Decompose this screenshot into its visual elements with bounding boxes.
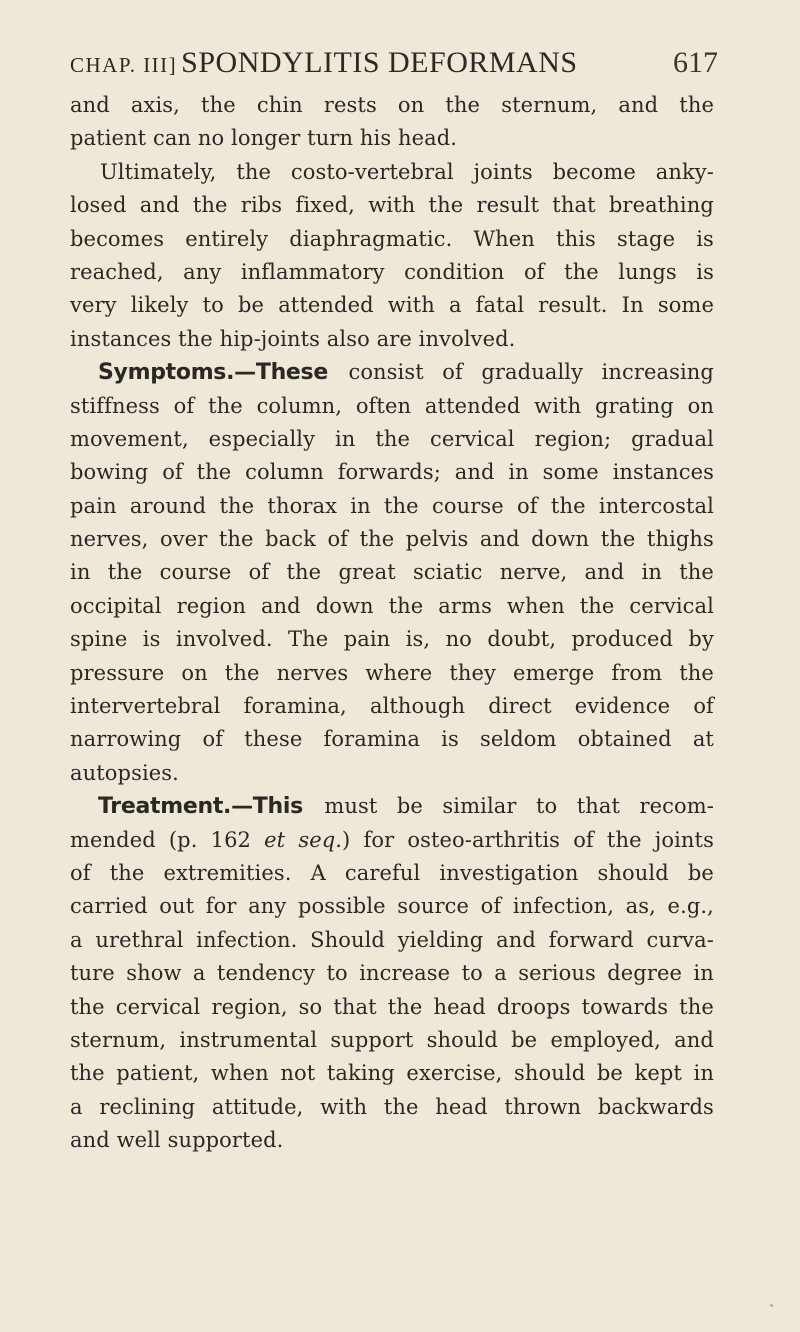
word: the bbox=[201, 93, 236, 117]
text-line bbox=[70, 1024, 714, 1057]
word: curva- bbox=[646, 927, 714, 952]
word: the bbox=[679, 994, 714, 1019]
line-text: autopsies. bbox=[70, 760, 179, 785]
word: gradually bbox=[481, 360, 584, 385]
word: any bbox=[183, 259, 222, 284]
word: is bbox=[142, 627, 161, 652]
word: infection. bbox=[196, 927, 298, 952]
word: attended bbox=[278, 293, 374, 318]
word: the bbox=[679, 93, 714, 117]
text-line bbox=[70, 1057, 714, 1090]
section-heading: Symptoms.—These bbox=[98, 360, 328, 386]
word: employed, bbox=[550, 1027, 661, 1052]
word: arms bbox=[438, 593, 492, 618]
word: breathing bbox=[608, 193, 714, 218]
word: no bbox=[445, 627, 472, 652]
word: in bbox=[693, 961, 714, 986]
word: attended bbox=[424, 393, 521, 418]
word: towards bbox=[581, 994, 669, 1019]
word: especially bbox=[208, 426, 316, 451]
word: urethral bbox=[95, 927, 184, 952]
word: inflammatory bbox=[240, 259, 385, 284]
word: the bbox=[564, 259, 599, 284]
word: course bbox=[159, 560, 232, 585]
word: the bbox=[219, 493, 255, 518]
word: the bbox=[387, 994, 423, 1019]
word: pain bbox=[343, 627, 391, 652]
text-line bbox=[70, 356, 714, 389]
word: the bbox=[208, 393, 243, 418]
word: be bbox=[396, 794, 423, 819]
word: the bbox=[236, 159, 272, 184]
word: gradual bbox=[631, 426, 714, 451]
word: not bbox=[280, 1061, 316, 1086]
word: nerves, bbox=[70, 527, 149, 552]
word: stiffness bbox=[70, 393, 160, 418]
word: and bbox=[584, 560, 625, 585]
word: extremities. bbox=[163, 860, 292, 885]
word: sternum, bbox=[501, 93, 598, 117]
text-line bbox=[70, 189, 714, 222]
text-line bbox=[70, 991, 714, 1024]
word: to bbox=[535, 794, 558, 819]
running-head bbox=[70, 46, 718, 86]
word: cervical bbox=[629, 593, 714, 618]
word: possible bbox=[297, 894, 386, 919]
word: that bbox=[576, 794, 621, 819]
word: a bbox=[192, 961, 206, 986]
word: pain bbox=[70, 493, 117, 518]
word: column bbox=[245, 460, 324, 485]
word: become bbox=[552, 159, 636, 184]
word: direct bbox=[488, 694, 552, 719]
word: produced bbox=[571, 627, 674, 652]
word: is bbox=[441, 727, 459, 752]
word: by bbox=[688, 627, 714, 652]
word: the bbox=[600, 527, 636, 552]
word: investigation bbox=[439, 860, 579, 885]
word: reclining bbox=[99, 1094, 196, 1119]
word: be bbox=[687, 860, 714, 885]
word: Ultimately, bbox=[100, 159, 217, 184]
word: bowing bbox=[70, 460, 149, 485]
word: and bbox=[139, 193, 180, 218]
word: to bbox=[461, 961, 483, 986]
word: for bbox=[205, 894, 237, 919]
line-text: patient can no longer turn his head. bbox=[70, 126, 458, 151]
word: in bbox=[693, 1061, 714, 1086]
word: with bbox=[387, 293, 435, 318]
word: at bbox=[692, 727, 714, 752]
word: forwards; bbox=[337, 460, 441, 485]
word: of bbox=[442, 360, 463, 385]
word: great bbox=[338, 560, 396, 585]
word: region bbox=[176, 593, 246, 618]
word: of bbox=[173, 393, 195, 418]
text-line bbox=[70, 623, 714, 656]
word: seq.) bbox=[298, 827, 351, 852]
word: must bbox=[324, 794, 378, 819]
word: chin bbox=[256, 93, 303, 117]
word: consist bbox=[348, 360, 424, 385]
text-line bbox=[70, 690, 714, 723]
word: stage bbox=[617, 226, 676, 251]
word: show bbox=[126, 961, 182, 986]
word: grating bbox=[595, 393, 674, 418]
word: cervical bbox=[115, 994, 201, 1019]
word: fixed, bbox=[295, 193, 355, 218]
word: intervertebral bbox=[70, 694, 221, 719]
text-line bbox=[70, 523, 714, 556]
word: should bbox=[597, 860, 669, 885]
word: yielding bbox=[397, 927, 484, 952]
word: nerve, bbox=[499, 560, 568, 585]
word: with bbox=[368, 193, 416, 218]
word: the bbox=[679, 560, 714, 585]
word: lungs bbox=[618, 259, 677, 284]
word: be bbox=[596, 1061, 623, 1086]
word: over bbox=[159, 527, 208, 552]
text-line bbox=[70, 289, 714, 322]
word: attitude, bbox=[211, 1094, 304, 1119]
word: foramina bbox=[323, 727, 420, 752]
word: should bbox=[426, 1027, 498, 1052]
word: carried bbox=[70, 894, 148, 919]
word: so bbox=[298, 994, 323, 1019]
word: back bbox=[265, 527, 316, 552]
word: the bbox=[196, 460, 232, 485]
word: serious bbox=[518, 961, 596, 986]
word: to bbox=[326, 961, 348, 986]
word: droops bbox=[496, 994, 571, 1019]
word: be bbox=[511, 1027, 538, 1052]
word: instances bbox=[612, 460, 714, 485]
running-head-left bbox=[70, 46, 578, 80]
word: Should bbox=[310, 927, 385, 952]
word: the bbox=[375, 426, 411, 451]
word: diaphragmatic. bbox=[289, 226, 453, 251]
word: in bbox=[70, 560, 91, 585]
text-line bbox=[70, 824, 714, 857]
word: result. bbox=[538, 293, 608, 318]
word: evidence bbox=[574, 694, 671, 719]
word: on bbox=[397, 93, 425, 117]
text-line bbox=[70, 1124, 714, 1157]
word: 162 bbox=[210, 827, 252, 852]
word: region, bbox=[211, 994, 288, 1019]
word: down bbox=[531, 527, 590, 552]
word: axis, bbox=[130, 93, 180, 117]
word: support bbox=[330, 1027, 414, 1052]
word: is bbox=[696, 226, 714, 251]
word: where bbox=[365, 660, 433, 685]
word: nerves bbox=[276, 660, 349, 685]
word: infection, bbox=[512, 894, 615, 919]
word: and bbox=[674, 1027, 714, 1052]
word: the bbox=[224, 660, 260, 685]
word: forward bbox=[548, 927, 634, 952]
text-line bbox=[70, 122, 714, 155]
word: the bbox=[679, 660, 714, 685]
text-line bbox=[70, 156, 714, 189]
word: around bbox=[129, 493, 207, 518]
word: doubt, bbox=[487, 627, 557, 652]
word: the bbox=[107, 560, 143, 585]
word: of bbox=[693, 694, 714, 719]
word: ture bbox=[70, 961, 115, 986]
word: condition bbox=[404, 259, 505, 284]
word: reached, bbox=[70, 259, 164, 284]
section-heading: Treatment.—This bbox=[98, 794, 303, 820]
word: intercostal bbox=[598, 493, 714, 518]
text-line bbox=[70, 1091, 714, 1124]
word: of bbox=[327, 527, 349, 552]
word: some bbox=[657, 293, 714, 318]
word: the bbox=[606, 827, 642, 852]
word: in bbox=[641, 560, 662, 585]
text-line bbox=[70, 723, 714, 756]
word: movement, bbox=[70, 426, 189, 451]
word: of bbox=[162, 460, 183, 485]
word: some bbox=[542, 460, 599, 485]
word: the bbox=[218, 527, 254, 552]
text-line bbox=[70, 89, 714, 122]
word: the bbox=[286, 560, 322, 585]
word: mended bbox=[70, 827, 156, 852]
word: often bbox=[355, 393, 412, 418]
word: the bbox=[579, 593, 615, 618]
word: becomes bbox=[70, 226, 165, 251]
word: recom- bbox=[639, 794, 714, 819]
text-line bbox=[70, 857, 714, 890]
word: in bbox=[508, 460, 529, 485]
word: kept bbox=[634, 1061, 682, 1086]
word: of bbox=[248, 560, 270, 585]
word: foramina, bbox=[243, 694, 347, 719]
word: any bbox=[248, 894, 287, 919]
word: a bbox=[70, 1094, 83, 1119]
word: the bbox=[192, 193, 228, 218]
text-line bbox=[70, 890, 714, 923]
word: backwards bbox=[597, 1094, 714, 1119]
word: occipital bbox=[70, 593, 162, 618]
text-line bbox=[70, 256, 714, 289]
text-line bbox=[70, 790, 714, 823]
word: the bbox=[550, 493, 586, 518]
word: narrowing bbox=[70, 727, 182, 752]
word: increasing bbox=[601, 360, 714, 385]
word: similar bbox=[442, 794, 517, 819]
word: et bbox=[264, 827, 286, 852]
word: a bbox=[448, 293, 462, 318]
word: this bbox=[556, 226, 596, 251]
word: emerge bbox=[513, 660, 595, 685]
word: is, bbox=[405, 627, 431, 652]
word: of bbox=[480, 894, 502, 919]
page-number: 617 bbox=[673, 46, 718, 79]
word: of bbox=[573, 827, 594, 852]
word: when bbox=[506, 593, 565, 618]
chapter-title: SPONDYLITIS DEFORMANS bbox=[181, 46, 578, 79]
word: costo-vertebral bbox=[290, 159, 454, 184]
word: with bbox=[320, 1094, 368, 1119]
text-line bbox=[70, 957, 714, 990]
word: from bbox=[611, 660, 663, 685]
text-line bbox=[70, 556, 714, 589]
word: exercise, bbox=[406, 1061, 503, 1086]
word: and bbox=[260, 593, 301, 618]
text-line bbox=[70, 590, 714, 623]
word: increase bbox=[359, 961, 451, 986]
word: (p. bbox=[168, 827, 198, 852]
text-line bbox=[70, 423, 714, 456]
text-line bbox=[70, 924, 714, 957]
word: when bbox=[210, 1061, 269, 1086]
word: a bbox=[70, 927, 83, 952]
word: instrumental bbox=[179, 1027, 318, 1052]
word: the bbox=[384, 493, 419, 518]
word: of bbox=[70, 860, 91, 885]
word: taking bbox=[326, 1061, 395, 1086]
word: tendency bbox=[216, 961, 316, 986]
word: and bbox=[618, 93, 659, 117]
word: patient, bbox=[116, 1061, 200, 1086]
text-line bbox=[70, 490, 714, 523]
word: sternum, bbox=[70, 1027, 167, 1052]
text-line bbox=[70, 757, 714, 790]
line-text: and well supported. bbox=[70, 1128, 284, 1153]
word: the bbox=[359, 527, 395, 552]
word: obtained bbox=[577, 727, 672, 752]
word: they bbox=[449, 660, 496, 685]
word: on bbox=[181, 660, 208, 685]
word: e.g., bbox=[667, 894, 714, 919]
word: is bbox=[696, 259, 714, 284]
word: joints bbox=[473, 159, 533, 184]
word: degree bbox=[607, 961, 683, 986]
text-line bbox=[70, 390, 714, 423]
word: seldom bbox=[480, 727, 557, 752]
word: should bbox=[514, 1061, 586, 1086]
word: these bbox=[244, 727, 303, 752]
word: anky- bbox=[655, 159, 714, 184]
word: pressure bbox=[70, 660, 165, 685]
word: of bbox=[517, 493, 538, 518]
word: of bbox=[523, 259, 545, 284]
word: region; bbox=[534, 426, 612, 451]
word: on bbox=[687, 393, 714, 418]
word: the bbox=[383, 1094, 419, 1119]
word: with bbox=[534, 393, 582, 418]
word: to bbox=[202, 293, 224, 318]
word: down bbox=[315, 593, 374, 618]
word: course bbox=[431, 493, 504, 518]
word: the bbox=[445, 93, 481, 117]
line-text: instances the hip-joints also are involved. bbox=[70, 326, 516, 351]
word: rests bbox=[323, 93, 377, 117]
word: the bbox=[109, 860, 145, 885]
word: the bbox=[428, 193, 464, 218]
word: although bbox=[369, 694, 466, 719]
word: thighs bbox=[646, 527, 714, 552]
word: for bbox=[363, 827, 395, 852]
word: in bbox=[334, 426, 356, 451]
page-speck bbox=[770, 1304, 773, 1307]
word: the bbox=[388, 593, 424, 618]
text-line bbox=[70, 223, 714, 256]
word: the bbox=[70, 994, 105, 1019]
word: and bbox=[70, 93, 110, 117]
word: a bbox=[494, 961, 507, 986]
word: that bbox=[333, 994, 377, 1019]
text-line bbox=[70, 657, 714, 690]
word: In bbox=[621, 293, 644, 318]
word: losed bbox=[70, 193, 127, 218]
word: and bbox=[479, 527, 520, 552]
word: involved. bbox=[175, 627, 273, 652]
word: that bbox=[552, 193, 596, 218]
word: pelvis bbox=[405, 527, 469, 552]
chapter-label: CHAP. III] bbox=[70, 53, 178, 77]
word: joints bbox=[654, 827, 714, 852]
word: source bbox=[397, 894, 470, 919]
text-line bbox=[70, 323, 714, 356]
word: careful bbox=[344, 860, 421, 885]
word: as, bbox=[625, 894, 656, 919]
word: A bbox=[310, 860, 326, 885]
text-line bbox=[70, 456, 714, 489]
word: out bbox=[159, 894, 195, 919]
word: sciatic bbox=[413, 560, 483, 585]
word: thrown bbox=[504, 1094, 582, 1119]
body-text bbox=[70, 89, 714, 1158]
word: spine bbox=[70, 627, 128, 652]
word: of bbox=[202, 727, 224, 752]
word: cervical bbox=[430, 426, 515, 451]
word: The bbox=[288, 627, 329, 652]
word: very bbox=[70, 293, 117, 318]
word: likely bbox=[130, 293, 189, 318]
word: entirely bbox=[185, 226, 269, 251]
word: head bbox=[435, 1094, 488, 1119]
word: be bbox=[238, 293, 265, 318]
word: fatal bbox=[475, 293, 525, 318]
word: in bbox=[350, 493, 371, 518]
word: the bbox=[70, 1061, 105, 1086]
word: When bbox=[473, 226, 535, 251]
word: thorax bbox=[267, 493, 338, 518]
word: and bbox=[454, 460, 495, 485]
word: osteo-arthritis bbox=[407, 827, 561, 852]
word: column, bbox=[256, 393, 343, 418]
word: head bbox=[433, 994, 486, 1019]
word: and bbox=[496, 927, 536, 952]
word: ribs bbox=[240, 193, 283, 218]
word: result bbox=[476, 193, 540, 218]
